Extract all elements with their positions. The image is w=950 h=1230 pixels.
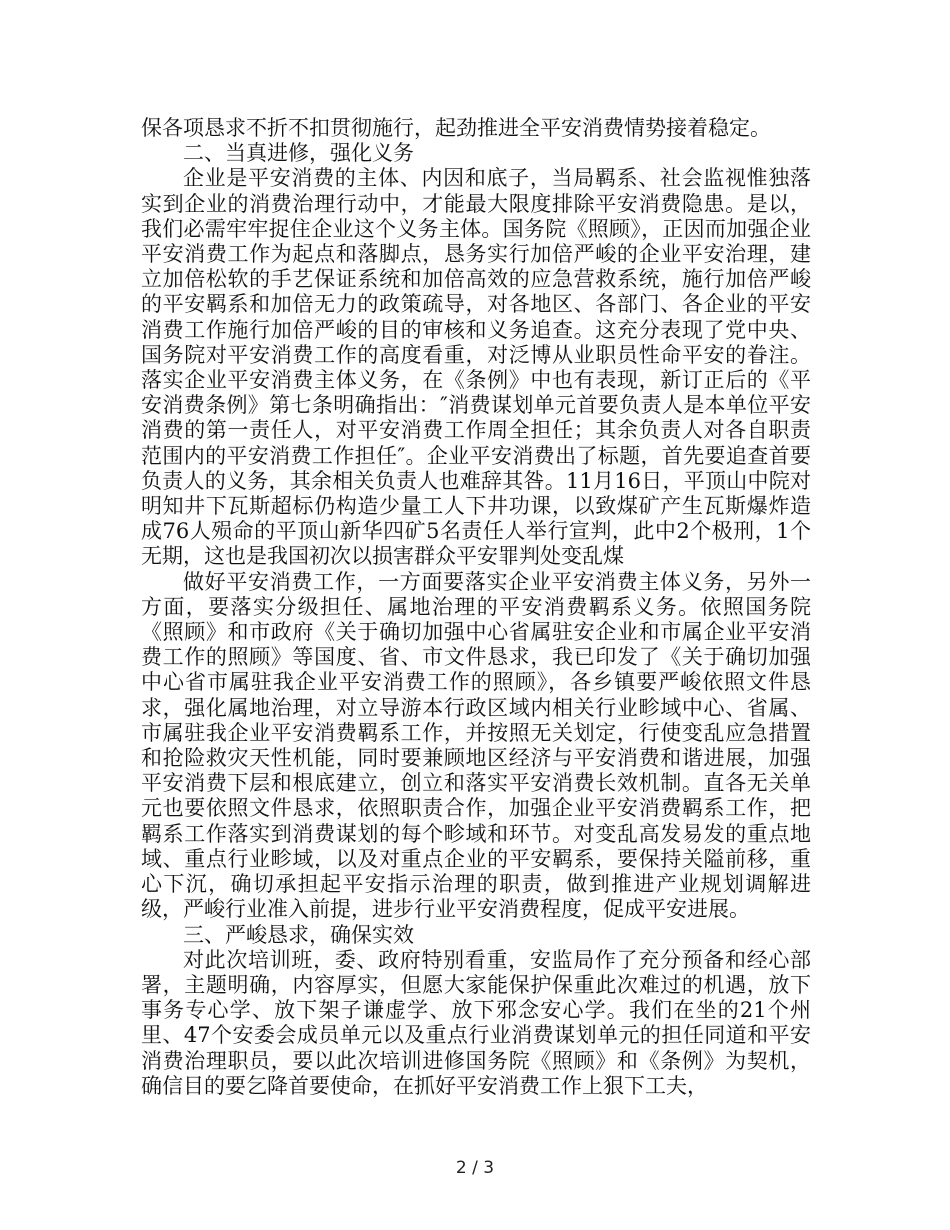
section-heading-3: 三、严峻恳求，确保实效 [183,922,414,947]
paragraph-training-requirements: 对此次培训班，委、政府特别看重，安监局作了充分预备和经心部署，主题明确，内容厚实，但愿大家能保护保重此次难过的机遇，放下事务专心学、放下架子谦虚学、放下邪念安心学。我们在坐的21个州里、47个安委会成员单元以及重点行业消费谋划单元的担任同道和平安消费治理职员，要以此次培训进修国务院《照顾》和《条例》为契机，确信目的要乞降首要使命，在抓好平安消费工作上狠下工夫， [141,947,811,1098]
paragraph-continuation: 保各项恳求不折不扣贯彻施行，起劲推进全平安消费情势接着稳定。 [141,116,771,140]
document-body [141,116,811,1099]
page-number: 2 / 3 [455,1158,495,1178]
section-heading-2: 二、当真进修，强化义务 [183,141,414,166]
paragraph-supervision-responsibility: 做好平安消费工作，一方面要落实企业平安消费主体义务，另外一方面，要落实分级担任、属地治理的平安消费羁系义务。依照国务院《照顾》和市政府《关于确切加强中心省属驻安企业和市属企业平安消费工作的照顾》等国度、省、市文件恳求，我已印发了《关于确切加强中心省市属驻我企业平安消费工作的照顾》，各乡镇要严峻依照文件恳求，强化属地治理，对立导游本行政区域内相关行业畛域中心、省属、市属驻我企业平安消费羁系工作，并按照无关划定，行使变乱应急措置和抢险救灾天性机能，同时要兼顾地区经济与平安消费和谐进展，加强平安消费下层和根底建立，创立和落实平安消费长效机制。直各无关单元也要依照文件恳求，依照职责合作，加强企业平安消费羁系工作，把羁系工作落实到消费谋划的每个畛域和环节。对变乱高发易发的重点地域、重点行业畛域，以及对重点企业的平安羁系，要保持关隘前移，重心下沉，确切承担起平安指示治理的职责，做到推进产业规划调解进级，严峻行业准入前提，进步行业平安消费程度，促成平安进展。 [141,569,811,922]
paragraph-enterprise-responsibility: 企业是平安消费的主体、内因和底子，当局羁系、社会监视惟独落实到企业的消费治理行动中，才能最大限度排除平安消费隐患。是以，我们必需牢牢捉住企业这个义务主体。国务院《照顾》，正因而加强企业平安消费工作为起点和落脚点，恳务实行加倍严峻的企业平安治理，建立加倍松软的手艺保证系统和加倍高效的应急营救系统，施行加倍严峻的平安羁系和加倍无力的政策疏导，对各地区、各部门、各企业的平安消费工作施行加倍严峻的目的审核和义务追查。这充分表现了党中央、国务院对平安消费工作的高度看重，对泛博从业职员性命平安的眷注。落实企业平安消费主体义务，在《条例》中也有表现，新订正后的《平安消费条例》第七条明确指出：″消费谋划单元首要负责人是本单位平安消费的第一责任人，对平安消费工作周全担任；其余负责人对各自职责范围内的平安消费工作担任″。企业平安消费出了标题，首先要追查首要负责人的义务，其余相关负责人也难辞其咎。11月16日，平顶山中院对明知井下瓦斯超标仍构造少量工人下井功课，以致煤矿产生瓦斯爆炸造成76人殒命的平顶山新华四矿5名责任人举行宣判，此中2个极刑，1个无期，这也是我国初次以损害群众平安罪判处变乱煤 [141,166,811,569]
